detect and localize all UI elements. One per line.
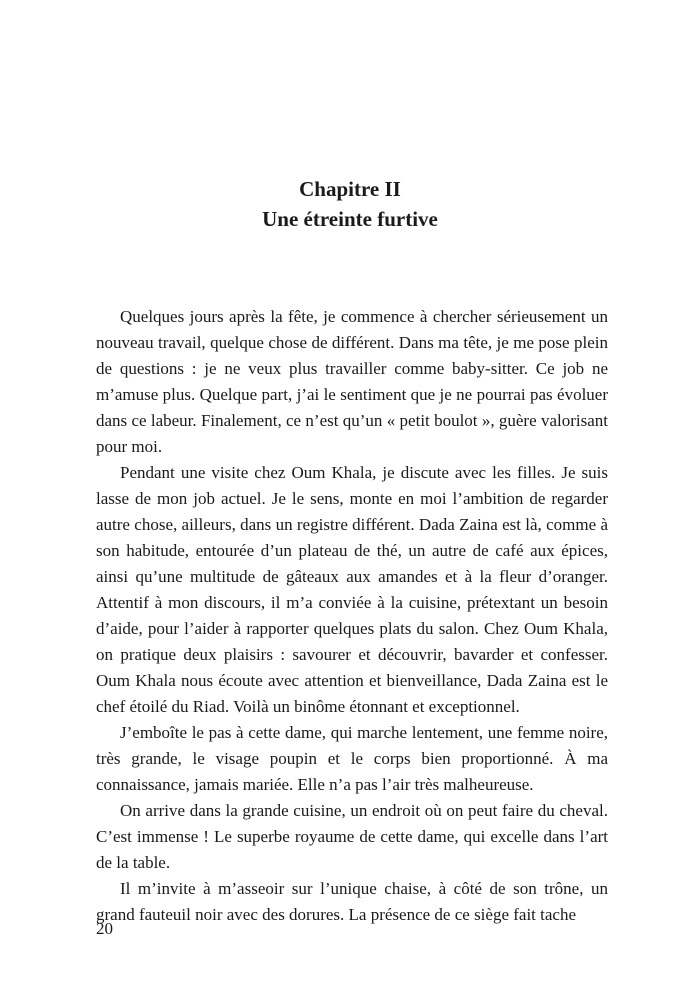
paragraph: Pendant une visite chez Oum Khala, je discute avec les filles. Je suis lasse de mon job actuel. Je le sens, monte en moi l’ambition de regarder autre chose, ailleurs, dans un registre différent. Dada Zaina est là, comme à son habitude, entourée d’un plateau de thé, un autre de café aux épices, ainsi qu’une multitude de gâteaux aux amandes et à la fleur d’oranger. Attentif à mon discours, il m’a conviée à la cuisine, prétextant un besoin d’aide, pour l’aider à rapporter quelques plats du salon. Chez Oum Khala, on pratique deux plaisirs : savourer et découvrir, bavarder et confesser. Oum Khala nous écoute avec attention et bienveillance, Dada Zaina est le chef étoilé du Riad. Voilà un binôme étonnant et exceptionnel.	[96, 463, 608, 716]
paragraph: On arrive dans la grande cuisine, un endroit où on peut faire du cheval. C’est immense ! Le superbe royaume de cette dame, qui excelle dans l’art de la table.	[96, 801, 608, 872]
chapter-heading	[0, 174, 700, 234]
chapter-number: Chapitre II	[299, 177, 401, 201]
body-text	[96, 304, 608, 928]
paragraph: Il m’invite à m’asseoir sur l’unique chaise, à côté de son trône, un grand fauteuil noir avec des dorures. La présence de ce siège fait tache	[96, 879, 608, 924]
page-number: 20	[96, 919, 113, 938]
paragraph: J’emboîte le pas à cette dame, qui marche lentement, une femme noire, très grande, le visage poupin et le corps bien proportionné. À ma connaissance, jamais mariée. Elle n’a pas l’air très malheureuse.	[96, 723, 608, 794]
paragraph: Quelques jours après la fête, je commence à chercher sérieusement un nouveau travail, quelque chose de différent. Dans ma tête, je me pose plein de questions : je ne veux plus travailler comme baby-sitter. Ce job ne m’amuse plus. Quelque part, j’ai le sentiment que je ne pourrai pas évoluer dans ce labeur. Finalement, ce n’est qu’un « petit boulot », guère valorisant pour moi.	[96, 307, 608, 456]
chapter-title: Une étreinte furtive	[262, 207, 438, 231]
